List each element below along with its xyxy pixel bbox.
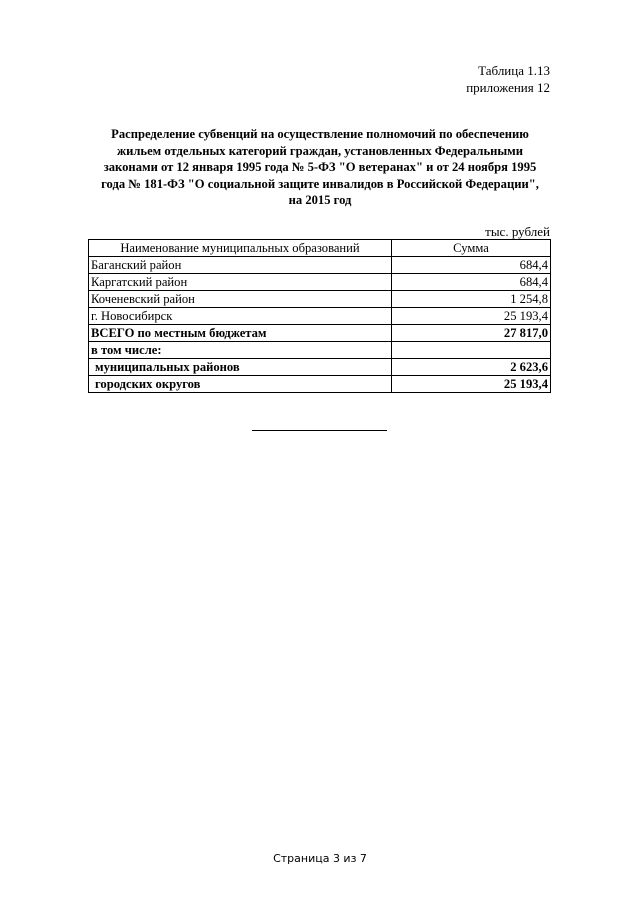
row-sum: 1 254,8 [392, 291, 551, 308]
row-sum: 25 193,4 [392, 308, 551, 325]
title-line: на 2015 год [288, 193, 352, 207]
breakdown-name: муниципальных районов [89, 359, 392, 376]
separator-line [252, 430, 387, 431]
including-label: в том числе: [89, 342, 392, 359]
page-number: Страница 3 из 7 [273, 852, 367, 865]
column-header-name: Наименование муниципальных образований [89, 240, 392, 257]
units-label: тыс. рублей [485, 224, 550, 239]
total-row [89, 325, 551, 342]
table-number: Таблица 1.13 [478, 63, 550, 78]
including-row [89, 342, 551, 359]
document-title [88, 126, 552, 209]
row-name: Баганский район [89, 257, 392, 274]
table-reference [466, 62, 550, 96]
table-row [89, 308, 551, 325]
table-row [89, 291, 551, 308]
title-line: Распределение субвенций на осуществление полномочий по обеспечению [111, 127, 529, 141]
column-header-sum: Сумма [392, 240, 551, 257]
breakdown-row [89, 359, 551, 376]
subvention-table [88, 239, 551, 393]
table-header-row [89, 240, 551, 257]
row-name: Каргатский район [89, 274, 392, 291]
table-row [89, 257, 551, 274]
row-sum: 684,4 [392, 274, 551, 291]
including-sum [392, 342, 551, 359]
row-name: г. Новосибирск [89, 308, 392, 325]
title-line: года № 181-ФЗ "О социальной защите инвалидов в Российской Федерации", [101, 176, 539, 191]
appendix-number: приложения 12 [466, 80, 550, 95]
table-row [89, 274, 551, 291]
title-line: жильем отдельных категорий граждан, установленных Федеральными [116, 143, 524, 158]
total-name: ВСЕГО по местным бюджетам [89, 325, 392, 342]
breakdown-row [89, 376, 551, 393]
row-name: Коченевский район [89, 291, 392, 308]
breakdown-sum: 2 623,6 [392, 359, 551, 376]
total-sum: 27 817,0 [392, 325, 551, 342]
row-sum: 684,4 [392, 257, 551, 274]
breakdown-sum: 25 193,4 [392, 376, 551, 393]
breakdown-name: городских округов [89, 376, 392, 393]
title-line: законами от 12 января 1995 года № 5-ФЗ "О ветеранах" и от 24 ноября 1995 [103, 160, 537, 174]
